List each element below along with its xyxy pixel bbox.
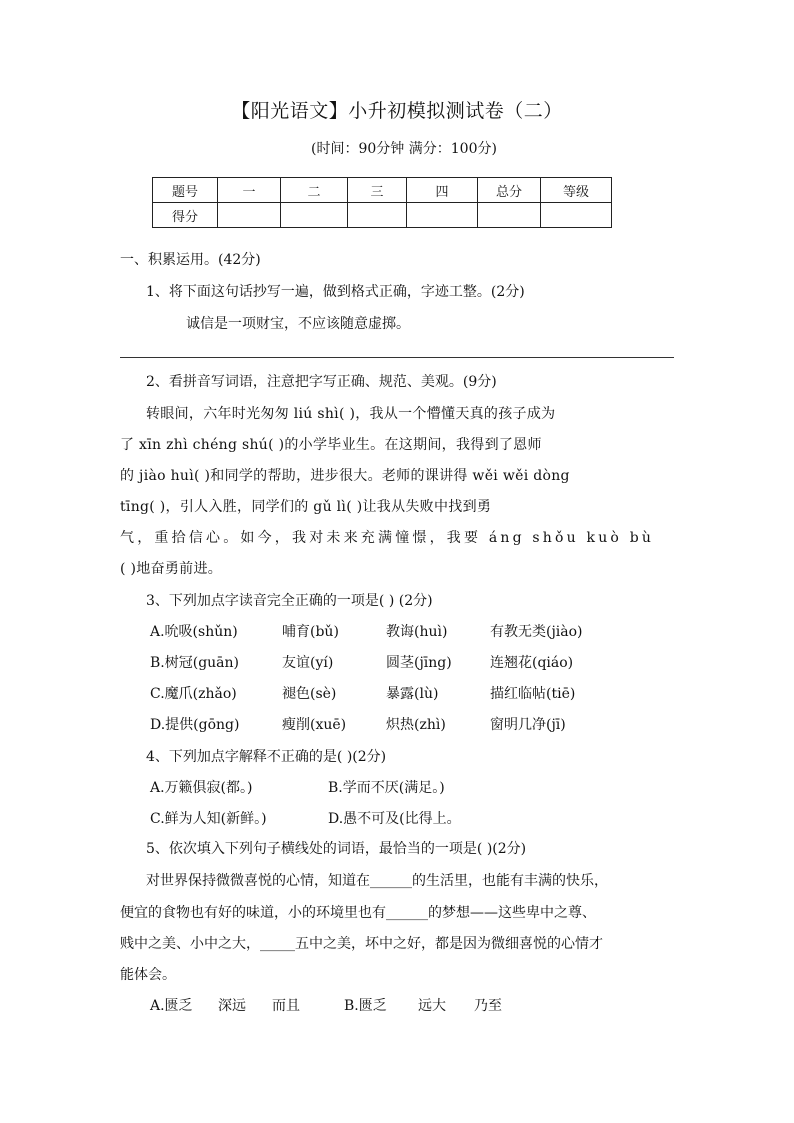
score-cell[interactable] <box>348 203 407 228</box>
question-5-passage-line: 能体会。 <box>120 967 176 983</box>
option-d-item: 炽热(zhì) <box>386 717 446 733</box>
option-a-item: 有教无类(jiào) <box>490 624 583 640</box>
option-b-item: 圆茎(jīng) <box>386 655 452 671</box>
score-table <box>152 177 612 228</box>
question-3-prompt: 3、下列加点字读音完全正确的一项是( ) (2分) <box>146 593 433 609</box>
table-header-cell: 题号 <box>153 178 218 203</box>
page-title: 【阳光语文】小升初模拟测试卷（二） <box>231 100 563 122</box>
table-header-cell: 四 <box>407 178 478 203</box>
option-d: D.愚不可及(比得上。 <box>328 811 461 827</box>
score-row-label: 得分 <box>153 203 218 228</box>
option-b-item: 连翘花(qiáo) <box>490 655 574 671</box>
option-b-item: 远大 <box>418 998 446 1014</box>
option-a: A.吮吸(shǔn) <box>150 624 238 640</box>
question-5-passage-line: 贱中之美、小中之大，_____五中之美，坏中之好，都是因为微细喜悦的心情才 <box>120 936 603 952</box>
option-d-item: 瘦削(xuē) <box>282 717 347 733</box>
option-a: A.匮乏 <box>150 998 193 1014</box>
option-d-item: 窗明几净(jī) <box>490 717 566 733</box>
option-c: C.鲜为人知(新鲜。) <box>150 811 267 827</box>
table-header-row <box>153 178 612 203</box>
question-5-passage-line: 对世界保持微微喜悦的心情，知道在______的生活里，也能有丰满的快乐， <box>146 873 608 889</box>
question-1-prompt: 1、将下面这句话抄写一遍，做到格式正确，字迹工整。(2分) <box>146 284 525 300</box>
table-header-cell: 三 <box>348 178 407 203</box>
exam-info: (时间：90分钟 满分：100分) <box>311 141 497 157</box>
option-d: D.提供(gōng) <box>150 717 240 733</box>
option-a-item: 深远 <box>218 998 246 1014</box>
option-b-item: 友谊(yí) <box>282 655 334 671</box>
score-cell[interactable] <box>478 203 541 228</box>
question-1-sentence: 诚信是一项财宝，不应该随意虚掷。 <box>186 316 410 332</box>
option-c-item: 暴露(lù) <box>386 686 439 702</box>
option-b-item: 乃至 <box>474 998 502 1014</box>
table-header-cell: 二 <box>281 178 348 203</box>
table-score-row <box>153 203 612 228</box>
question-2-line: tīng( )，引人入胜，同学们的 gǔ lì( )让我从失败中找到勇 <box>120 499 492 515</box>
score-cell[interactable] <box>541 203 612 228</box>
score-cell[interactable] <box>407 203 478 228</box>
question-2-line: ( )地奋勇前进。 <box>120 561 223 577</box>
option-a-item: 教诲(huì) <box>386 624 448 640</box>
question-2-line: 的 jiào huì( )和同学的帮助，进步很大。老师的课讲得 wěi wěi dòng <box>120 468 570 484</box>
option-c-item: 褪色(sè) <box>282 686 337 702</box>
option-b: B.树冠(guān) <box>150 655 240 671</box>
question-5-passage-line: 便宜的食物也有好的味道，小的环境里也有______的梦想——这些卑中之尊、 <box>120 905 596 921</box>
question-2-line: 转眼间，六年时光匆匆 liú shì( )，我从一个懵懂天真的孩子成为 <box>146 406 556 422</box>
question-4-prompt: 4、下列加点字解释不正确的是( )(2分) <box>146 749 387 765</box>
question-2-line: 了 xīn zhì chéng shú( )的小学毕业生。在这期间，我得到了恩师 <box>120 437 542 453</box>
question-2-line: 气，重拾信心。如今，我对未来充满憧憬，我要 áng shǒu kuò bù <box>120 530 655 546</box>
option-c: C.魔爪(zhǎo) <box>150 686 237 702</box>
section-heading: 一、积累运用。(42分) <box>120 252 261 268</box>
table-header-cell: 等级 <box>541 178 612 203</box>
option-b: B.匮乏 <box>344 998 387 1014</box>
question-5-prompt: 5、依次填入下列句子横线处的词语，最恰当的一项是( )(2分) <box>146 841 527 857</box>
option-b: B.学而不厌(满足。) <box>328 780 445 796</box>
option-c-item: 描红临帖(tiē) <box>490 686 576 702</box>
option-a-item: 而且 <box>272 998 300 1014</box>
option-a: A.万籁俱寂(都。) <box>150 780 253 796</box>
score-cell[interactable] <box>281 203 348 228</box>
table-header-cell: 总分 <box>478 178 541 203</box>
question-2-prompt: 2、看拼音写词语，注意把字写正确、规范、美观。(9分) <box>146 374 497 390</box>
option-a-item: 哺育(bǔ) <box>282 624 339 640</box>
table-header-cell: 一 <box>218 178 281 203</box>
score-cell[interactable] <box>218 203 281 228</box>
writing-line[interactable] <box>120 357 674 358</box>
